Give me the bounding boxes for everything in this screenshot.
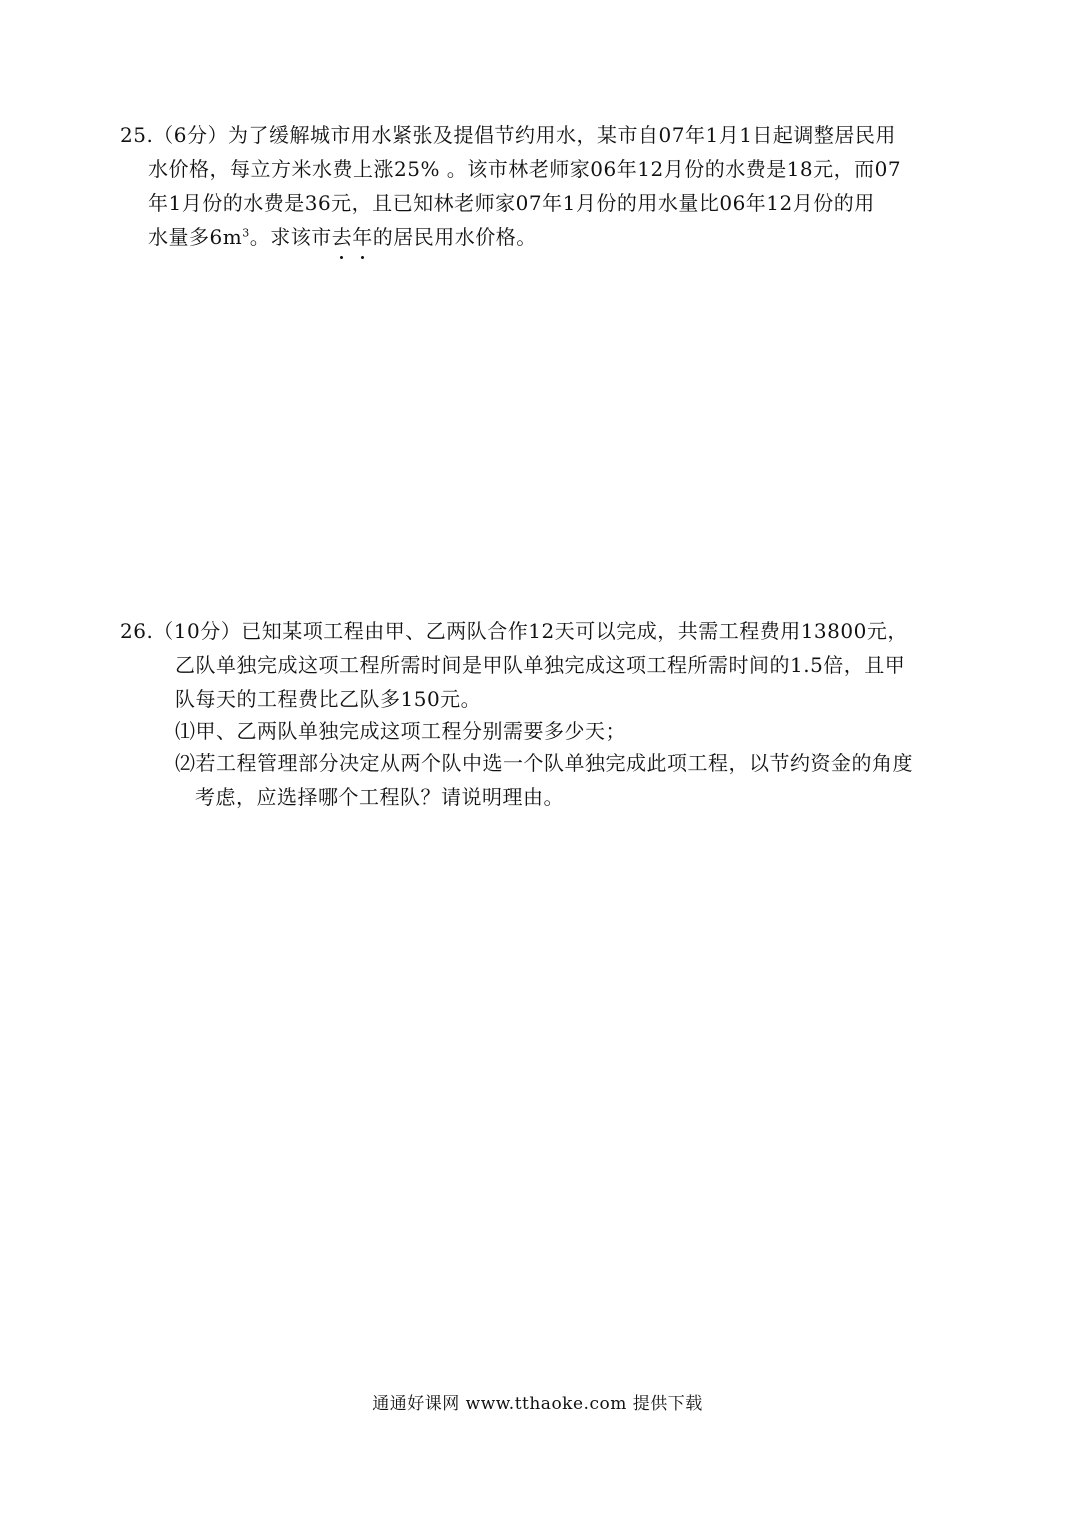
problem-26-subquestion-1: ⑴甲、乙两队单独完成这项工程分别需要多少天； [175,719,626,743]
problem-26-line-1: 26.（10分）已知某项工程由甲、乙两队合作12天可以完成，共需工程费用13800元， [120,619,908,643]
problem-26-subquestion-2-line-1: ⑵若工程管理部分决定从两个队中选一个队单独完成此项工程，以节约资金的角度 [175,751,913,775]
problem-26-subquestion-2-line-2: 考虑，应选择哪个工程队？请说明理由。 [195,785,564,809]
page-footer: 通通好课网 www.tthaoke.com 提供下载 [372,1394,703,1414]
problem-25-line-4-text-a: 水量多6m [148,225,243,249]
problem-25-line-1: 25.（6分）为了缓解城市用水紧张及提倡节约用水，某市自07年1月1日起调整居民用 [120,123,896,147]
problem-26-line-3: 队每天的工程费比乙队多150元。 [175,687,482,711]
emphasis-dot-char: 年 [352,220,373,254]
emphasis-dot-char: 去 [332,220,353,254]
problem-25-line-4 [148,220,537,254]
problem-26-line-2: 乙队单独完成这项工程所需时间是甲队单独完成这项工程所需时间的1.5倍，且甲 [175,653,906,677]
problem-25-line-4-text-c: 的居民用水价格。 [372,225,537,249]
problem-25-line-3: 年1月份的水费是36元，且已知林老师家07年1月份的用水量比06年12月份的用 [148,191,875,215]
problem-25-line-2: 水价格，每立方米水费上涨25% 。该市林老师家06年12月份的水费是18元，而07 [148,157,902,181]
superscript-3: 3 [242,226,250,240]
problem-25-line-4-text-b: 。求该市 [249,225,332,249]
